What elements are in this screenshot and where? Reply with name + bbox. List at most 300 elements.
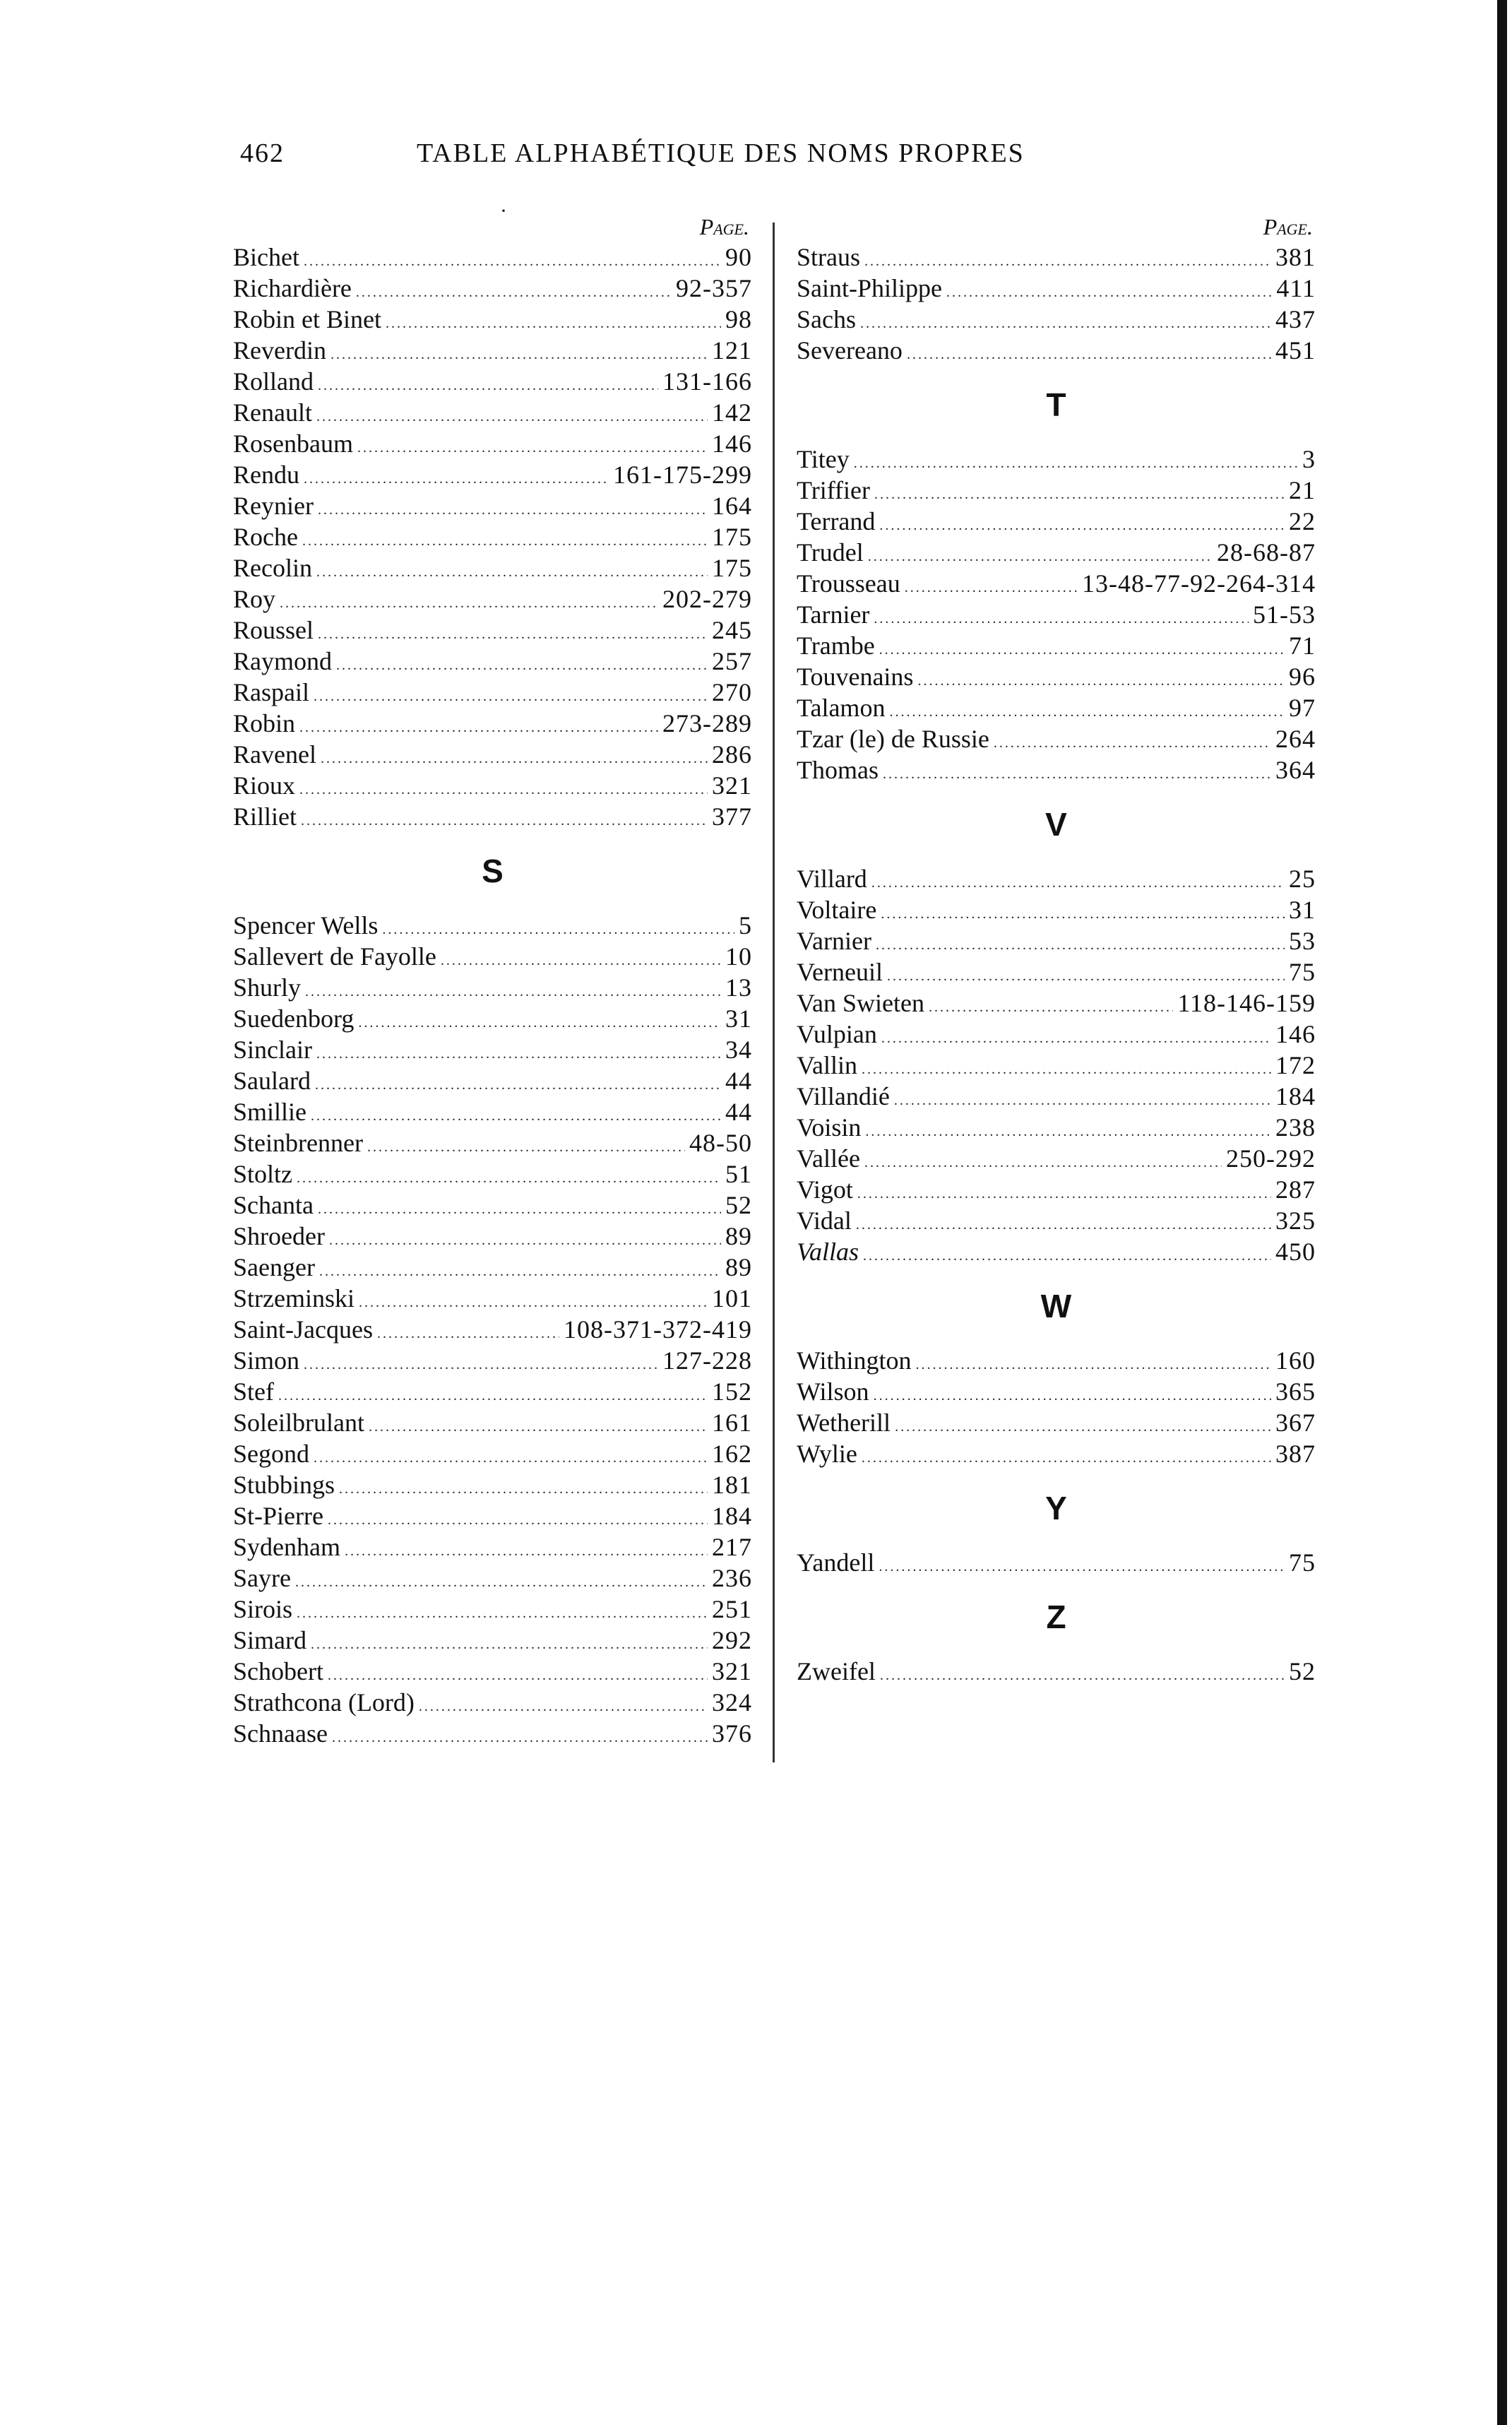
leader-dots: [864, 1143, 1222, 1178]
entry-name: Schanta: [233, 1191, 314, 1219]
entry-name: Schnaase: [233, 1719, 328, 1748]
entry-pages: 13: [725, 973, 752, 1002]
index-entry: [233, 397, 752, 428]
entries-z: [797, 1656, 1316, 1687]
entry-pages: 142: [712, 398, 752, 427]
leader-dots: [881, 894, 1285, 930]
entry-pages: 451: [1275, 336, 1316, 364]
entry-pages: 387: [1275, 1440, 1316, 1468]
entry-pages: 10: [725, 942, 752, 971]
entry-name: Vulpian: [797, 1020, 877, 1048]
entry-pages: 161: [712, 1409, 752, 1437]
index-entry: [233, 1469, 752, 1500]
leader-dots: [311, 1625, 708, 1660]
entry-pages: 92-357: [676, 274, 752, 302]
leader-dots: [314, 677, 708, 712]
leader-dots: [359, 1283, 708, 1318]
page-header: [240, 138, 1130, 180]
leader-dots: [299, 770, 708, 805]
entry-name: Shroeder: [233, 1222, 325, 1250]
leader-dots: [331, 335, 708, 370]
leader-dots: [318, 1190, 721, 1225]
index-entry: [233, 1096, 752, 1127]
entry-name: Smillie: [233, 1098, 307, 1126]
entry-name: Raymond: [233, 647, 332, 675]
entry-pages: 118-146-159: [1177, 989, 1316, 1017]
leader-dots: [907, 335, 1271, 370]
page-column-label: Page.: [699, 214, 749, 239]
index-entry: [233, 739, 752, 770]
leader-dots: [329, 1221, 721, 1256]
leader-dots: [876, 925, 1285, 961]
entry-name: Yandell: [797, 1548, 875, 1577]
entry-pages: 98: [725, 305, 752, 333]
leader-dots: [311, 1096, 721, 1132]
entry-pages: 89: [725, 1253, 752, 1281]
index-entry: [233, 335, 752, 366]
section-heading-s: S: [482, 853, 504, 889]
entry-name: Saenger: [233, 1253, 315, 1281]
index-entry: [797, 1205, 1316, 1236]
index-entry: [797, 925, 1316, 956]
entry-pages: 89: [725, 1222, 752, 1250]
entry-name: Robin: [233, 709, 296, 737]
index-entry: [797, 863, 1316, 894]
index-entry: [797, 1112, 1316, 1143]
index-entry: [797, 1174, 1316, 1205]
entry-pages: 217: [712, 1533, 752, 1561]
index-entry: [233, 490, 752, 521]
leader-dots: [895, 1407, 1271, 1442]
entry-name: Strathcona (Lord): [233, 1688, 415, 1717]
index-entry: [797, 1081, 1316, 1112]
index-entry: [797, 1143, 1316, 1174]
entries-w: [797, 1345, 1316, 1469]
entry-name: Verneuil: [797, 958, 883, 986]
entry-name: Renault: [233, 398, 312, 427]
entry-pages: 25: [1289, 865, 1316, 893]
index-entry: [233, 646, 752, 677]
entry-pages: 377: [712, 802, 752, 831]
speck-mark: ·: [500, 199, 507, 223]
page-number: 462: [240, 138, 285, 168]
entry-name: Triffier: [797, 476, 871, 504]
entry-pages: 101: [712, 1284, 752, 1312]
entry-pages: 13-48-77-92-264-314: [1082, 569, 1316, 598]
entry-pages: 97: [1289, 694, 1316, 722]
entry-name: Villard: [797, 865, 867, 893]
leader-dots: [857, 1174, 1271, 1209]
entry-name: Vallée: [797, 1144, 860, 1173]
index-entry: [233, 1127, 752, 1158]
entry-name: Saulard: [233, 1067, 311, 1095]
leader-dots: [929, 988, 1173, 1023]
entry-pages: 51-53: [1253, 600, 1316, 629]
index-entry: [797, 894, 1316, 925]
index-entry: [233, 1531, 752, 1563]
entry-pages: 245: [712, 616, 752, 644]
entry-pages: 75: [1289, 958, 1316, 986]
entry-pages: 292: [712, 1626, 752, 1654]
leader-dots: [339, 1469, 708, 1505]
index-entry: [797, 335, 1316, 366]
leader-dots: [356, 273, 672, 308]
entry-pages: 21: [1289, 476, 1316, 504]
section-heading-z: Z: [1046, 1599, 1066, 1635]
entry-pages: 131-166: [662, 367, 752, 396]
entry-name: St-Pierre: [233, 1502, 323, 1530]
entry-pages: 365: [1275, 1377, 1316, 1406]
entry-name: Recolin: [233, 554, 312, 582]
entry-name: Vidal: [797, 1206, 852, 1235]
index-entry: [797, 568, 1316, 599]
section-heading-v: V: [1045, 806, 1067, 843]
entry-pages: 53: [1289, 927, 1316, 955]
index-entry: [233, 801, 752, 832]
leader-dots: [880, 1656, 1285, 1691]
entry-name: Trousseau: [797, 569, 900, 598]
index-entry: [797, 1236, 1316, 1267]
index-entry: [233, 941, 752, 972]
leader-dots: [864, 242, 1271, 277]
index-entry: [797, 1407, 1316, 1438]
entry-name: Varnier: [797, 927, 871, 955]
leader-dots: [883, 754, 1271, 790]
leader-dots: [874, 599, 1249, 634]
leader-dots: [357, 428, 708, 463]
entry-name: Rolland: [233, 367, 314, 396]
entry-pages: 321: [712, 771, 752, 800]
index-entry: [233, 677, 752, 708]
leader-dots: [318, 490, 708, 526]
entry-pages: 90: [725, 243, 752, 271]
leader-dots: [377, 1314, 559, 1349]
entry-pages: 202-279: [662, 585, 752, 613]
entry-name: Sydenham: [233, 1533, 340, 1561]
leader-dots: [369, 1407, 708, 1442]
leader-dots: [916, 1345, 1271, 1380]
entry-pages: 31: [1289, 896, 1316, 924]
entry-pages: 96: [1289, 663, 1316, 691]
index-entry: [233, 1718, 752, 1749]
leader-dots: [328, 1656, 708, 1691]
entry-pages: 146: [1275, 1020, 1316, 1048]
entry-pages: 381: [1275, 243, 1316, 271]
page-column-label: Page.: [1263, 214, 1313, 239]
leader-dots: [881, 1019, 1271, 1054]
index-entry: [797, 475, 1316, 506]
index-entry: [233, 1500, 752, 1531]
leader-dots: [305, 972, 721, 1007]
index-entry: [797, 630, 1316, 661]
index-entry: [797, 1547, 1316, 1578]
index-entry: [233, 708, 752, 739]
index-entry: [797, 599, 1316, 630]
index-entry: [233, 1252, 752, 1283]
entry-pages: 3: [1302, 445, 1316, 473]
entry-name: Withington: [797, 1346, 912, 1375]
entry-pages: 364: [1275, 756, 1316, 784]
leader-dots: [860, 304, 1271, 339]
entry-pages: 287: [1275, 1175, 1316, 1204]
entry-pages: 52: [1289, 1657, 1316, 1685]
entry-name: Titey: [797, 445, 850, 473]
entry-name: Raspail: [233, 678, 309, 706]
leader-dots: [345, 1531, 708, 1567]
index-entry: [233, 1345, 752, 1376]
entry-name: Saint-Jacques: [233, 1315, 373, 1344]
leader-dots: [336, 646, 708, 681]
entry-pages: 411: [1276, 274, 1316, 302]
leader-dots: [318, 366, 658, 401]
index-entry: [797, 537, 1316, 568]
entry-name: Suedenborg: [233, 1004, 355, 1033]
index-entry: [233, 1190, 752, 1221]
entry-name: Reynier: [233, 492, 314, 520]
leader-dots: [328, 1500, 708, 1536]
entry-name: Simard: [233, 1626, 306, 1654]
index-entry: [797, 692, 1316, 723]
index-entry: [797, 661, 1316, 692]
index-entry: [797, 1438, 1316, 1469]
index-entry: [233, 1407, 752, 1438]
index-entry: [233, 273, 752, 304]
entry-name: Tarnier: [797, 600, 870, 629]
entry-name: Robin et Binet: [233, 305, 381, 333]
entry-pages: 5: [739, 911, 752, 939]
leader-dots: [879, 506, 1285, 541]
leader-dots: [917, 661, 1285, 696]
entry-name: Tzar (le) de Russie: [797, 725, 989, 753]
entry-name: Terrand: [797, 507, 876, 535]
entries-v: [797, 863, 1316, 1267]
entry-name: Spencer Wells: [233, 911, 379, 939]
leader-dots: [297, 1594, 708, 1629]
entry-pages: 160: [1275, 1346, 1316, 1375]
leader-dots: [874, 1376, 1271, 1411]
leader-dots: [879, 1547, 1285, 1582]
leader-dots: [297, 1158, 721, 1194]
entry-name: Bichet: [233, 243, 299, 271]
leader-dots: [278, 1376, 708, 1411]
entries-s-continued: [797, 242, 1316, 366]
index-entry: [797, 242, 1316, 273]
page-title: TABLE ALPHABÉTIQUE DES NOMS PROPRES: [417, 138, 1025, 168]
entry-pages: 164: [712, 492, 752, 520]
entry-name: Rioux: [233, 771, 296, 800]
entries-r: [233, 242, 752, 832]
entry-pages: 146: [712, 429, 752, 458]
entry-name: Trambe: [797, 632, 875, 660]
leader-dots: [358, 1003, 721, 1038]
entry-pages: 44: [725, 1067, 752, 1095]
leader-dots: [879, 630, 1285, 665]
entry-pages: 75: [1289, 1548, 1316, 1577]
index-entry: [233, 521, 752, 552]
index-entry: [797, 1345, 1316, 1376]
entry-name: Straus: [797, 243, 860, 271]
entry-name: Rosenbaum: [233, 429, 353, 458]
entry-pages: 321: [712, 1657, 752, 1685]
entry-pages: 273-289: [662, 709, 752, 737]
leader-dots: [319, 1252, 721, 1287]
leader-dots: [301, 801, 708, 836]
entry-pages: 257: [712, 647, 752, 675]
index-entry: [797, 1656, 1316, 1687]
index-entry: [233, 1221, 752, 1252]
leader-dots: [316, 1034, 721, 1069]
entry-name: Trudel: [797, 538, 864, 567]
entry-name: Vallin: [797, 1051, 857, 1079]
entry-name: Strzeminski: [233, 1284, 355, 1312]
index-entry: [233, 615, 752, 646]
entry-pages: 325: [1275, 1206, 1316, 1235]
index-entry: [797, 1019, 1316, 1050]
entries-t: [797, 444, 1316, 785]
index-entry: [233, 1283, 752, 1314]
entry-name: Soleilbrulant: [233, 1409, 364, 1437]
leader-dots: [856, 1205, 1271, 1240]
leader-dots: [316, 552, 708, 588]
entry-pages: 127-228: [662, 1346, 752, 1375]
index-entry: [233, 366, 752, 397]
right-column: [797, 212, 1316, 1687]
entry-pages: 250-292: [1226, 1144, 1316, 1173]
entry-pages: 162: [712, 1440, 752, 1468]
index-entry: [233, 972, 752, 1003]
entry-pages: 172: [1275, 1051, 1316, 1079]
entry-pages: 450: [1275, 1238, 1316, 1266]
leader-dots: [887, 956, 1285, 992]
leader-dots: [862, 1050, 1271, 1085]
index-entry: [233, 1158, 752, 1190]
entry-name: Sinclair: [233, 1036, 312, 1064]
entry-name: Segond: [233, 1440, 309, 1468]
leader-dots: [874, 475, 1285, 510]
leader-dots: [280, 583, 658, 619]
entry-pages: 31: [725, 1004, 752, 1033]
entry-name: Steinbrenner: [233, 1129, 363, 1157]
index-entry: [233, 1065, 752, 1096]
entry-pages: 28-68-87: [1217, 538, 1316, 567]
index-entry: [797, 304, 1316, 335]
entry-name: Vallas: [797, 1238, 859, 1266]
entry-pages: 175: [712, 554, 752, 582]
entry-name: Stubbings: [233, 1471, 335, 1499]
entry-pages: 51: [725, 1160, 752, 1188]
index-entry: [797, 988, 1316, 1019]
entry-pages: 264: [1275, 725, 1316, 753]
entries-s: [233, 910, 752, 1749]
entry-pages: 236: [712, 1564, 752, 1592]
entry-name: Simon: [233, 1346, 300, 1375]
entry-name: Wylie: [797, 1440, 857, 1468]
entry-name: Van Swieten: [797, 989, 924, 1017]
entry-pages: 270: [712, 678, 752, 706]
page-edge-border: [1497, 0, 1507, 2425]
leader-dots: [905, 568, 1078, 603]
entry-name: Ravenel: [233, 740, 316, 769]
left-column: [233, 212, 752, 1749]
index-entry: [233, 1438, 752, 1469]
index-entry: [233, 242, 752, 273]
entry-name: Zweifel: [797, 1657, 876, 1685]
index-entry: [797, 506, 1316, 537]
index-entry: [233, 910, 752, 941]
index-entry: [233, 1625, 752, 1656]
index-entry: [233, 1594, 752, 1625]
entry-name: Wetherill: [797, 1409, 891, 1437]
index-entry: [797, 754, 1316, 785]
index-entry: [233, 770, 752, 801]
leader-dots: [419, 1687, 708, 1722]
leader-dots: [946, 273, 1272, 308]
section-heading-w: W: [1040, 1288, 1072, 1324]
entry-name: Saint-Philippe: [797, 274, 942, 302]
entry-name: Vigot: [797, 1175, 853, 1204]
entry-name: Reverdin: [233, 336, 326, 364]
leader-dots: [295, 1563, 708, 1598]
index-entry: [233, 1563, 752, 1594]
entry-pages: 251: [712, 1595, 752, 1623]
section-heading-y: Y: [1045, 1490, 1067, 1526]
entry-name: Severeano: [797, 336, 903, 364]
section-heading-t: T: [1046, 386, 1066, 423]
entry-pages: 108-371-372-419: [564, 1315, 752, 1344]
entry-name: Villandié: [797, 1082, 890, 1110]
leader-dots: [304, 242, 721, 277]
leader-dots: [865, 1112, 1271, 1147]
index-entry: [797, 723, 1316, 754]
leader-dots: [304, 1345, 658, 1380]
entries-y: [797, 1547, 1316, 1578]
index-entry: [233, 1687, 752, 1718]
entry-name: Roche: [233, 523, 298, 551]
entry-pages: 286: [712, 740, 752, 769]
index-entry: [797, 956, 1316, 988]
entry-pages: 324: [712, 1688, 752, 1717]
index-entry: [797, 273, 1316, 304]
entry-pages: 34: [725, 1036, 752, 1064]
leader-dots: [299, 708, 658, 743]
leader-dots: [304, 459, 609, 494]
leader-dots: [441, 941, 721, 976]
entry-name: Stef: [233, 1377, 274, 1406]
entry-pages: 437: [1275, 305, 1316, 333]
entry-pages: 376: [712, 1719, 752, 1748]
index-entry: [233, 552, 752, 583]
leader-dots: [863, 1236, 1271, 1271]
entry-name: Sachs: [797, 305, 856, 333]
index-entry: [797, 444, 1316, 475]
index-entry: [233, 428, 752, 459]
entry-name: Schobert: [233, 1657, 323, 1685]
entry-pages: 48-50: [689, 1129, 752, 1157]
leader-dots: [321, 739, 708, 774]
entry-name: Sallevert de Fayolle: [233, 942, 436, 971]
entry-pages: 175: [712, 523, 752, 551]
leader-dots: [994, 723, 1271, 759]
leader-dots: [302, 521, 708, 557]
entry-pages: 181: [712, 1471, 752, 1499]
entry-pages: 367: [1275, 1409, 1316, 1437]
leader-dots: [315, 1065, 721, 1101]
entry-name: Talamon: [797, 694, 886, 722]
entry-name: Shurly: [233, 973, 302, 1002]
leader-dots: [868, 537, 1213, 572]
index-entry: [233, 1003, 752, 1034]
entry-name: Touvenains: [797, 663, 914, 691]
